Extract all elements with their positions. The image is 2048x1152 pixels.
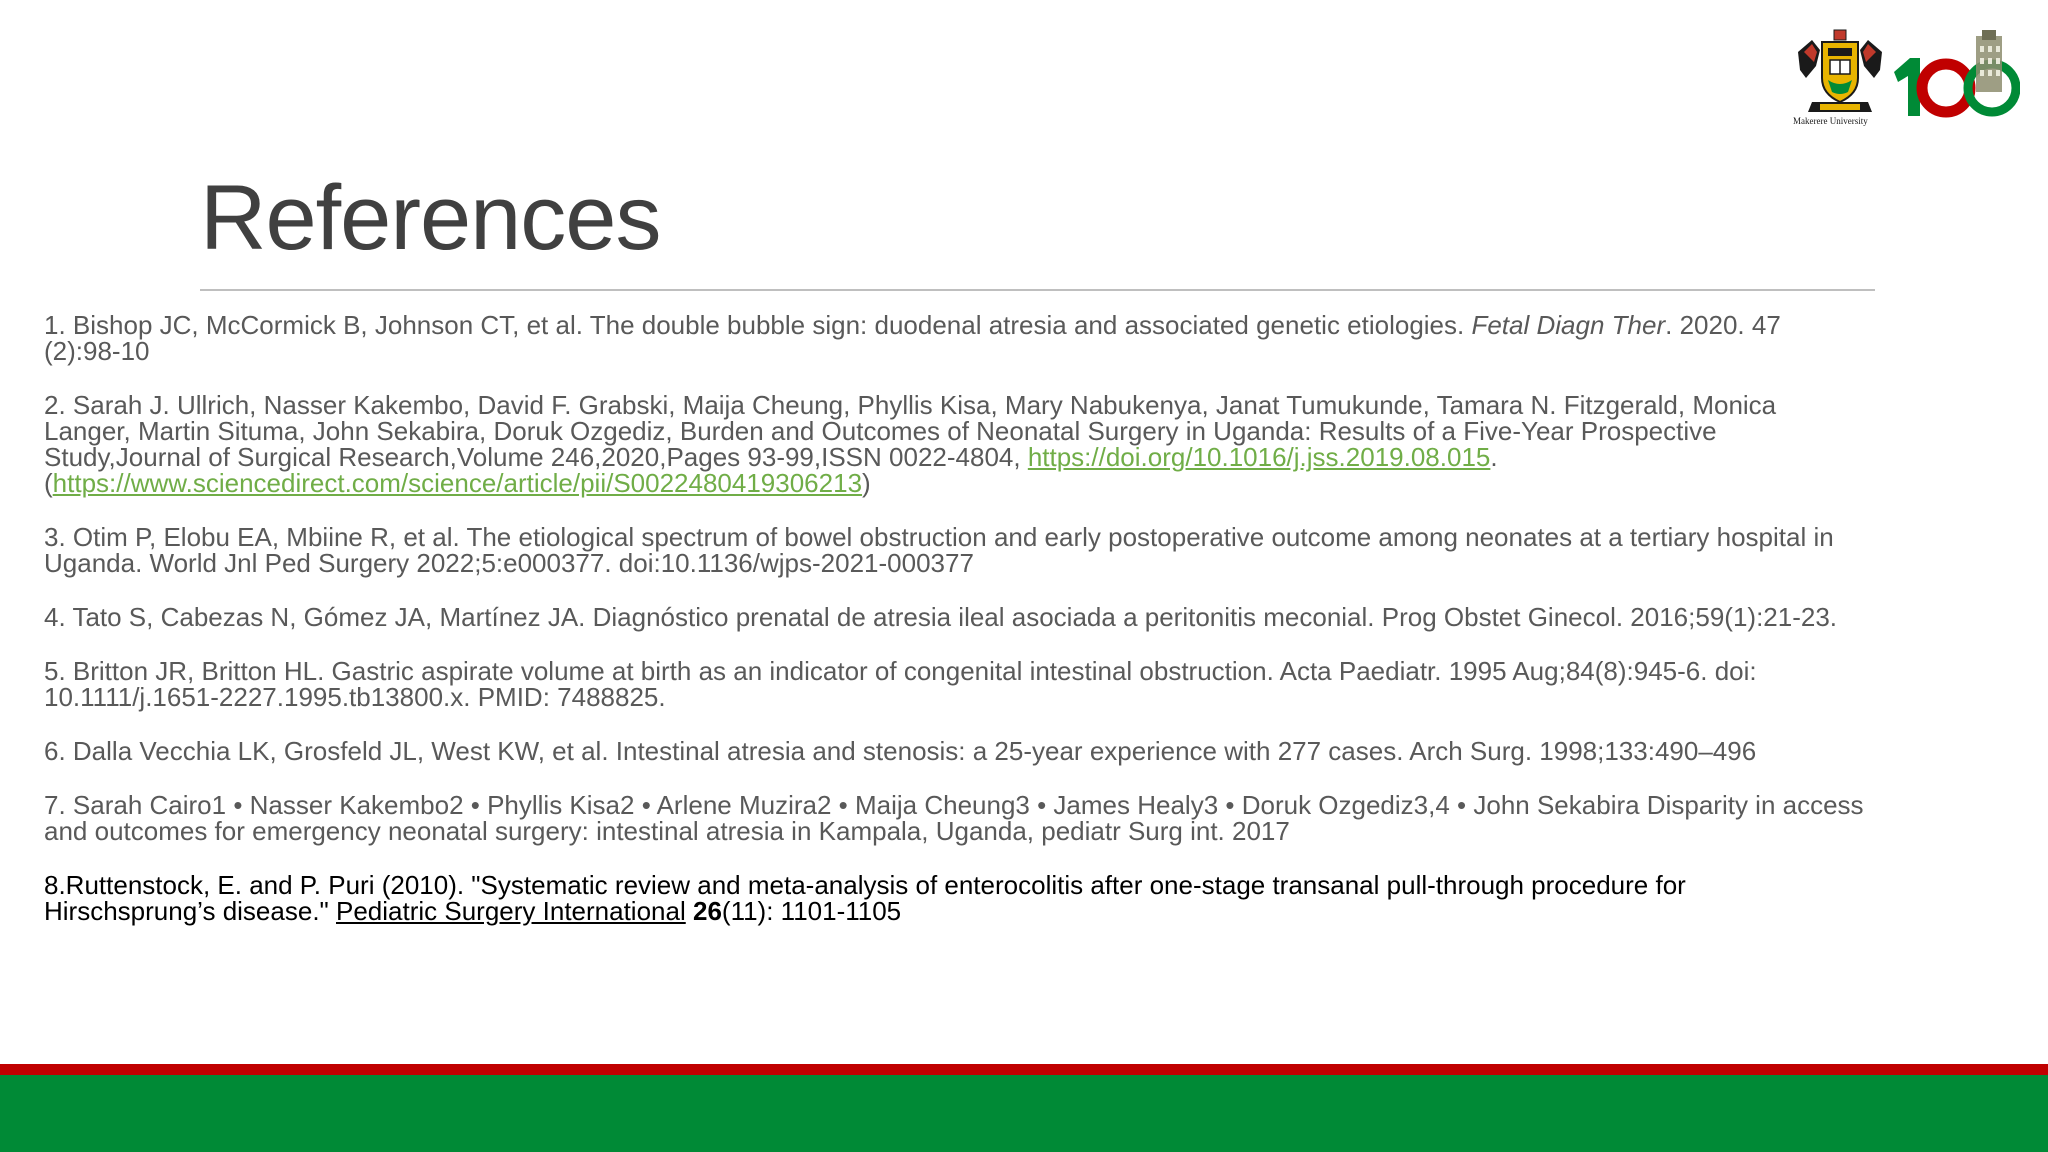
reference-item-4: 4. Tato S, Cabezas N, Gómez JA, Martínez JA. Diagnóstico prenatal de atresia ileal asociada a peritonitis meconial. Prog Obstet Ginecol. 2016;59(1):21-23. (44, 602, 1838, 632)
references-list (44, 312, 1864, 952)
slide-title: References (200, 167, 661, 269)
reference-text: . ( (44, 442, 1498, 498)
makerere-university-logo-icon (1790, 22, 2020, 128)
doi-link[interactable]: https://doi.org/10.1016/j.jss.2019.08.015 (1027, 442, 1491, 472)
reference-item-7: 7. Sarah Cairo1 • Nasser Kakembo2 • Phyllis Kisa2 • Arlene Muzira2 • Maija Cheung3 • James Healy3 • Doruk Ozgediz3,4 • John Sekabira Disparity in access and outcomes for emergency neonatal surgery: intestinal atresia in Kampala, Uganda, pediatr Surg int. 2017 (44, 790, 1864, 846)
sciencedirect-link[interactable]: https://www.sciencedirect.com/science/article/pii/S0022480419306213 (52, 468, 863, 498)
reference-item-6: 6. Dalla Vecchia LK, Grosfeld JL, West KW, et al. Intestinal atresia and stenosis: a 25-year experience with 277 cases. Arch Surg. 1998;133:490–496 (44, 736, 1757, 766)
reference-item-2 (44, 392, 1864, 496)
reference-item-1 (44, 312, 1864, 364)
logo-caption: Makerere University (1793, 116, 1868, 126)
reference-text: 2. Sarah J. Ullrich, Nasser Kakembo, David F. Grabski, Maija Cheung, Phyllis Kisa, Mary Nabukenya, Janat Tumukunde, Tamara N. Fitzgerald, Monica Langer, Martin Situma, John Sekabira, Doruk Ozgediz, Burden and Outcomes of Neonatal Surgery in Uganda: Results of a Five-Year Prospective Study,Journal of Surgical Research,Volume 246,2020,Pages 93-99,ISSN 0022-4804, (44, 390, 1777, 472)
title-divider (200, 289, 1875, 291)
journal-title: Fetal Diagn Ther (1471, 310, 1666, 340)
centenary-0-icon (1922, 64, 1970, 112)
centenary-1-icon (1894, 58, 1920, 116)
reference-text: 8.Ruttenstock, E. and P. Puri (2010). "Systematic review and meta-analysis of enterocolitis after one-stage transanal pull-through procedure for Hirschsprung’s disease." (44, 870, 1686, 926)
reference-item-3: 3. Otim P, Elobu EA, Mbiine R, et al. The etiological spectrum of bowel obstruction and early postoperative outcome among neonates at a tertiary hospital in Uganda. World Jnl Ped Surgery 2022;5:e000377. doi:10.1136/wjps-2021-000377 (44, 522, 1834, 578)
university-crest-icon (1798, 30, 1882, 112)
footer-red-stripe (0, 1064, 2048, 1075)
reference-text: (11): 1101-1105 (721, 896, 902, 926)
reference-item-8 (44, 872, 1864, 924)
journal-volume: 26 (692, 896, 722, 926)
reference-text: ) (862, 468, 871, 498)
journal-title: Pediatric Surgery International (336, 896, 686, 926)
reference-item-5: 5. Britton JR, Britton HL. Gastric aspirate volume at birth as an indicator of congenital intestinal obstruction. Acta Paediatr. 1995 Aug;84(8):945-6. doi: 10.1111/j.1651-2227.1995.tb13800.x. PMID: 7488825. (44, 656, 1757, 712)
reference-text: . 2020. 47 (2):98-10 (44, 310, 1781, 366)
reference-text: 1. Bishop JC, McCormick B, Johnson CT, et al. The double bubble sign: duodenal atresia and associated genetic etiologies. (44, 310, 1472, 340)
footer-green-band (0, 1075, 2048, 1152)
